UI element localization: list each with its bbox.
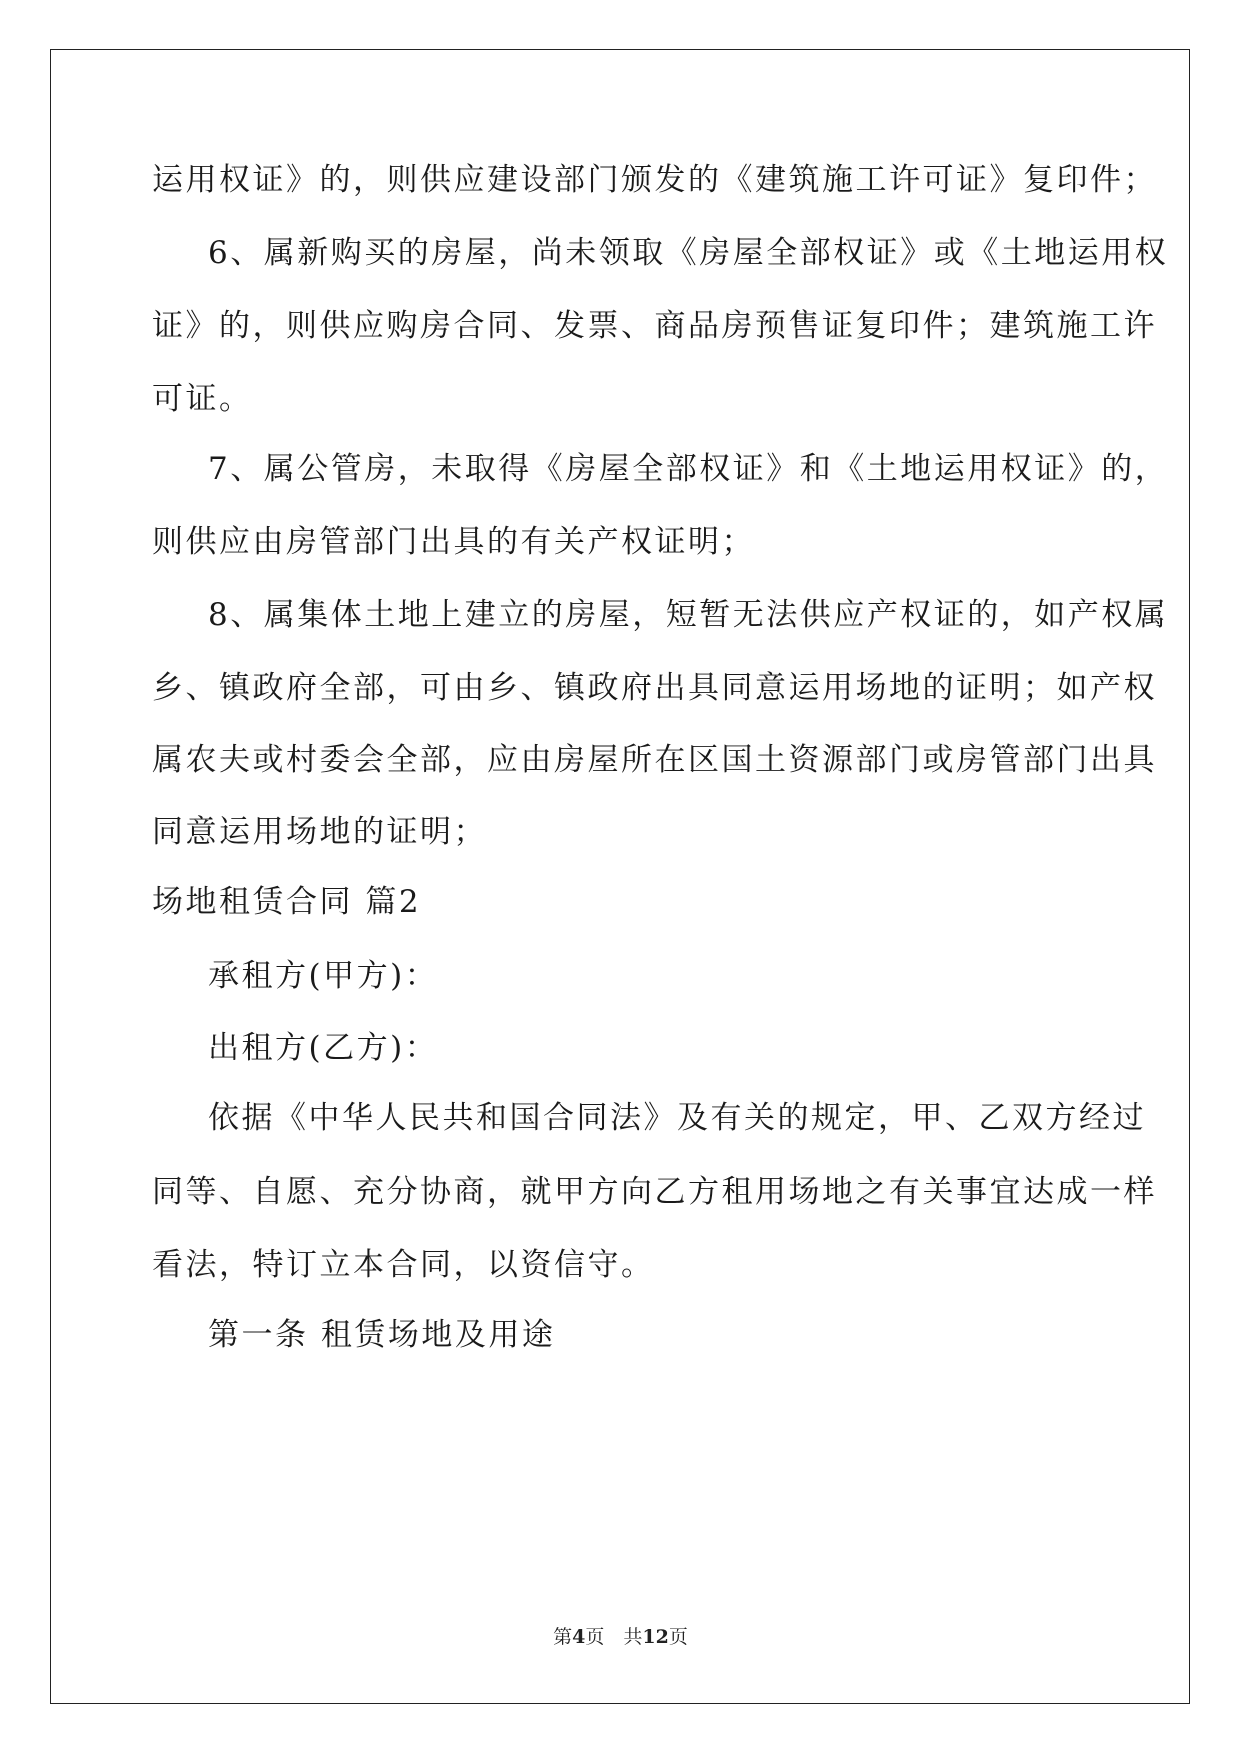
text-line: 同等、自愿、充分协商，就甲方向乙方租用场地之有关事宜达成一样 [152,1174,1157,1210]
text-line: 乡、镇政府全部，可由乡、镇政府出具同意运用场地的证明；如产权 [152,670,1157,706]
text-line: 依据《中华人民共和国合同法》及有关的规定，甲、乙双方经过 [208,1100,1146,1136]
page-footer [0,1622,1241,1649]
text-line: 看法，特订立本合同，以资信守。 [152,1247,655,1283]
footer-suffix: 页 [668,1626,688,1648]
text-line: 则供应由房管部门出具的有关产权证明； [152,524,755,560]
text-line: 承租方(甲方)： [208,958,439,994]
text-line: 8、属集体土地上建立的房屋，短暂无法供应产权证的，如产权属 [208,597,1169,633]
text-line: 7、属公管房，未取得《房屋全部权证》和《土地运用权证》的， [208,451,1169,487]
text-line: 可证。 [152,381,253,417]
current-page-number: 4 [572,1626,586,1648]
footer-prefix: 第 [553,1626,573,1648]
section-heading: 场地租赁合同 篇2 [152,884,422,920]
text-line: 属农夫或村委会全部，应由房屋所在区国土资源部门或房管部门出具 [152,742,1157,778]
text-line: 运用权证》的，则供应建设部门颁发的《建筑施工许可证》复印件； [152,162,1157,198]
text-line: 第一条 租赁场地及用途 [208,1317,556,1353]
text-line: 证》的，则供应购房合同、发票、商品房预售证复印件；建筑施工许 [152,308,1157,344]
text-line: 同意运用场地的证明； [152,814,487,850]
total-page-count: 12 [642,1626,669,1648]
text-line: 出租方(乙方)： [208,1030,439,1066]
text-line: 6、属新购买的房屋，尚未领取《房屋全部权证》或《土地运用权 [208,235,1169,271]
page-border [50,49,1190,1704]
footer-middle: 页 共 [585,1626,643,1648]
